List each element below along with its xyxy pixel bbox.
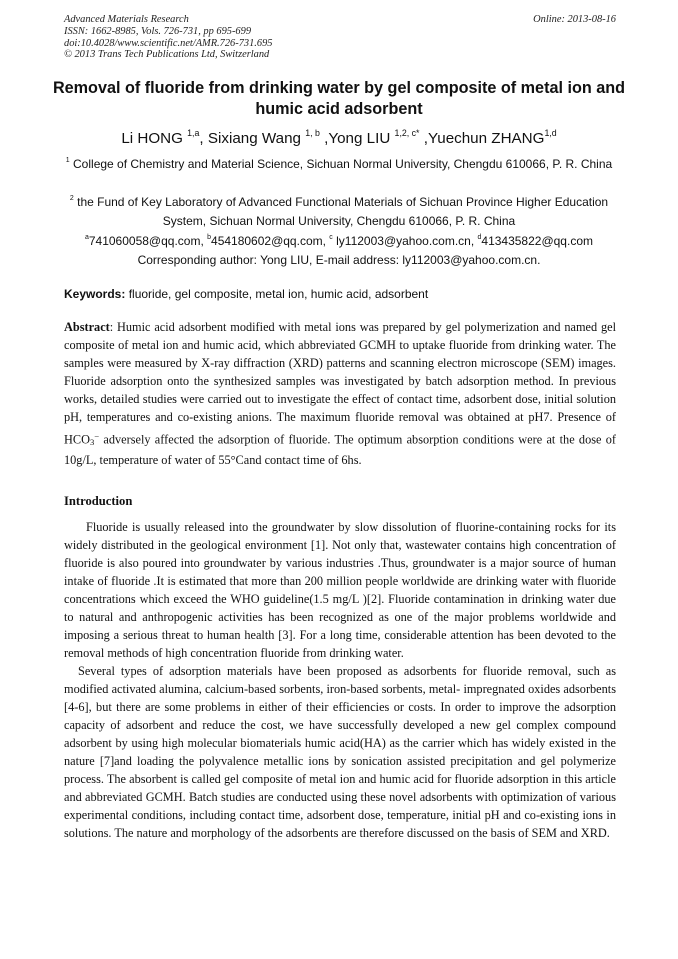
formula-superscript: − [94, 430, 100, 441]
online-date: Online: 2013-08-16 [533, 14, 616, 25]
email-block [50, 230, 628, 269]
author-affil-mark: 1,d [544, 127, 557, 138]
keywords-line [64, 286, 616, 302]
abstract-text: : Humic acid adsorbent modified with metal ions was prepared by gel polymerization and named gel composite of metal ion and humic acid, which abbreviated GCMH to uptake fluoride from drinking water. The samples were measured by X-ray diffraction (XRD) patterns and scanning electron microscope (SEM) images. Fluoride adsorption onto the synthesized samples was investigated by batch adsorption method. In previous works, detailed studies were carried out to investigate the effect of contact time, adsorbent dose, initial solution pH, temperatures and co-existing anions. The maximum fluoride removal was obtained at pH7. Presence of HCO [64, 320, 616, 446]
abstract-label: Abstract [64, 320, 110, 334]
email-address[interactable]: 741060058@qq.com [88, 234, 201, 248]
section-heading-introduction: Introduction [64, 494, 133, 508]
email-address[interactable]: 454180602@qq.com [211, 234, 323, 248]
author-affil-mark: 1,2, c* [394, 127, 420, 138]
email-address[interactable]: ly112003@yahoo.com.cn [336, 234, 471, 248]
introduction-paragraph-2: Several types of adsorption materials have been proposed as adsorbents for fluoride removal, such as modified activated alumina, calcium-based sorbents, iron-based sorbents, metal- impregnated oxides adsorbents [4-6], but there are some problems in either of their efficiencies or costs. In order to improve the adsorption capacity of adsorbent and reduce the cost, we have successfully developed a new gel complex compound adsorbent by using high molecular biomaterials humic acid(HA) as the carrier which has widely existed in the nature [7]and loading the polyvalence metallic ions by sonication assisted precipitation and gel polymerize process. The absorbent is called gel composite of metal ion and humic acid for fluoride adsorption in this article and abbreviated GCMH. Batch studies are conducted using these novel adsorbents with optimization of various experimental conditions, including contact time, adsorbent dose, temperature, initial pH and co-existing ions in solutions. The nature and morphology of the adsorbents are therefore discussed on the basis of SEM and XRD. [64, 664, 616, 840]
affiliation-1 [60, 153, 618, 174]
email-list: $^a$741060058@qq.com, $^b$454180602@qq.com, $^c$ ly112003@yahoo.com.cn, $^d$413435822@qq.com [84, 233, 593, 248]
corresponding-author: Corresponding author: Yong LIU, E-mail address: ly112003@yahoo.com.cn. [137, 252, 541, 267]
abstract-text-continued: adversely affected the adsorption of fluoride. The optimum absorption conditions were at the dose of 10g/L, temperature of water of 55°Cand contact time of 6hs. [64, 431, 616, 467]
affiliation-text: the Fund of Key Laboratory of Advanced Functional Materials of Sichuan Province Higher Education System, Sichuan Normal University, Chengdu 610066, P. R. China [77, 195, 609, 228]
affiliation-number: 2 [69, 194, 74, 202]
keywords-label: Keywords: [64, 287, 126, 301]
author-affil-mark: 1, b [305, 127, 320, 138]
doi-line: doi:10.4028/www.scientific.net/AMR.726-731.695 [64, 37, 273, 49]
copyright-line: © 2013 Trans Tech Publications Ltd, Switzerland [64, 49, 270, 61]
affiliation-number: 1 [65, 156, 70, 164]
author-name: Yong LIU [328, 130, 391, 148]
abstract-paragraph [64, 318, 616, 469]
introduction-paragraph-1: Fluoride is usually released into the groundwater by slow dissolution of fluorine-containing rocks for its widely distributed in the geological environment [1]. Not only that, wastewater contains high concentration of fluoride is also poured into groundwater by various industries .Thus, groundwater is a major source of human intake of fluoride .It is estimated that more than 200 million people worldwide are drinking water with fluoride concentrations which exceed the WHO guideline(1.5 mg/L )[2]. Fluoride contamination in drinking water due to natural and anthropogenic activities has been recognized as one of the major problems worldwide and imposing a serious threat to human health [3]. For a long time, considerable attention has been devoted to the removal methods of high concentration fluoride from drinking water. [64, 520, 616, 660]
issn-line: ISSN: 1662-8985, Vols. 726-731, pp 695-699 [64, 25, 252, 37]
introduction-body [64, 518, 616, 842]
author-name: Sixiang Wang [207, 130, 301, 148]
journal-header [64, 14, 616, 61]
affiliation-2 [60, 191, 618, 230]
affiliation-text: College of Chemistry and Material Science, Sichuan Normal University, Chengdu 610066, P. R. China [73, 157, 613, 171]
author-list: Li HONG $^{1,a}$, Sixiang Wang $^{1, b}$ ,Yong LIU $^{1,2, c*}$ ,Yuechun ZHANG$^{1,d}$ [121, 127, 557, 148]
paper-title: Removal of fluoride from drinking water by gel composite of metal ion and humic acid adsorbent [52, 79, 626, 118]
email-mark: a [84, 233, 89, 241]
author-name: Li HONG [121, 130, 183, 148]
formula-subscript: 3 [89, 436, 95, 447]
email-address[interactable]: 413435822@qq.com [481, 234, 593, 248]
email-mark: d [477, 233, 482, 241]
author-affil-mark: 1,a [187, 127, 200, 138]
author-name: Yuechun ZHANG [427, 130, 545, 148]
keywords-text: fluoride, gel composite, metal ion, humic acid, adsorbent [128, 287, 429, 301]
email-mark: c [329, 233, 333, 241]
email-mark: b [207, 233, 212, 241]
journal-name: Advanced Materials Research [64, 14, 189, 25]
